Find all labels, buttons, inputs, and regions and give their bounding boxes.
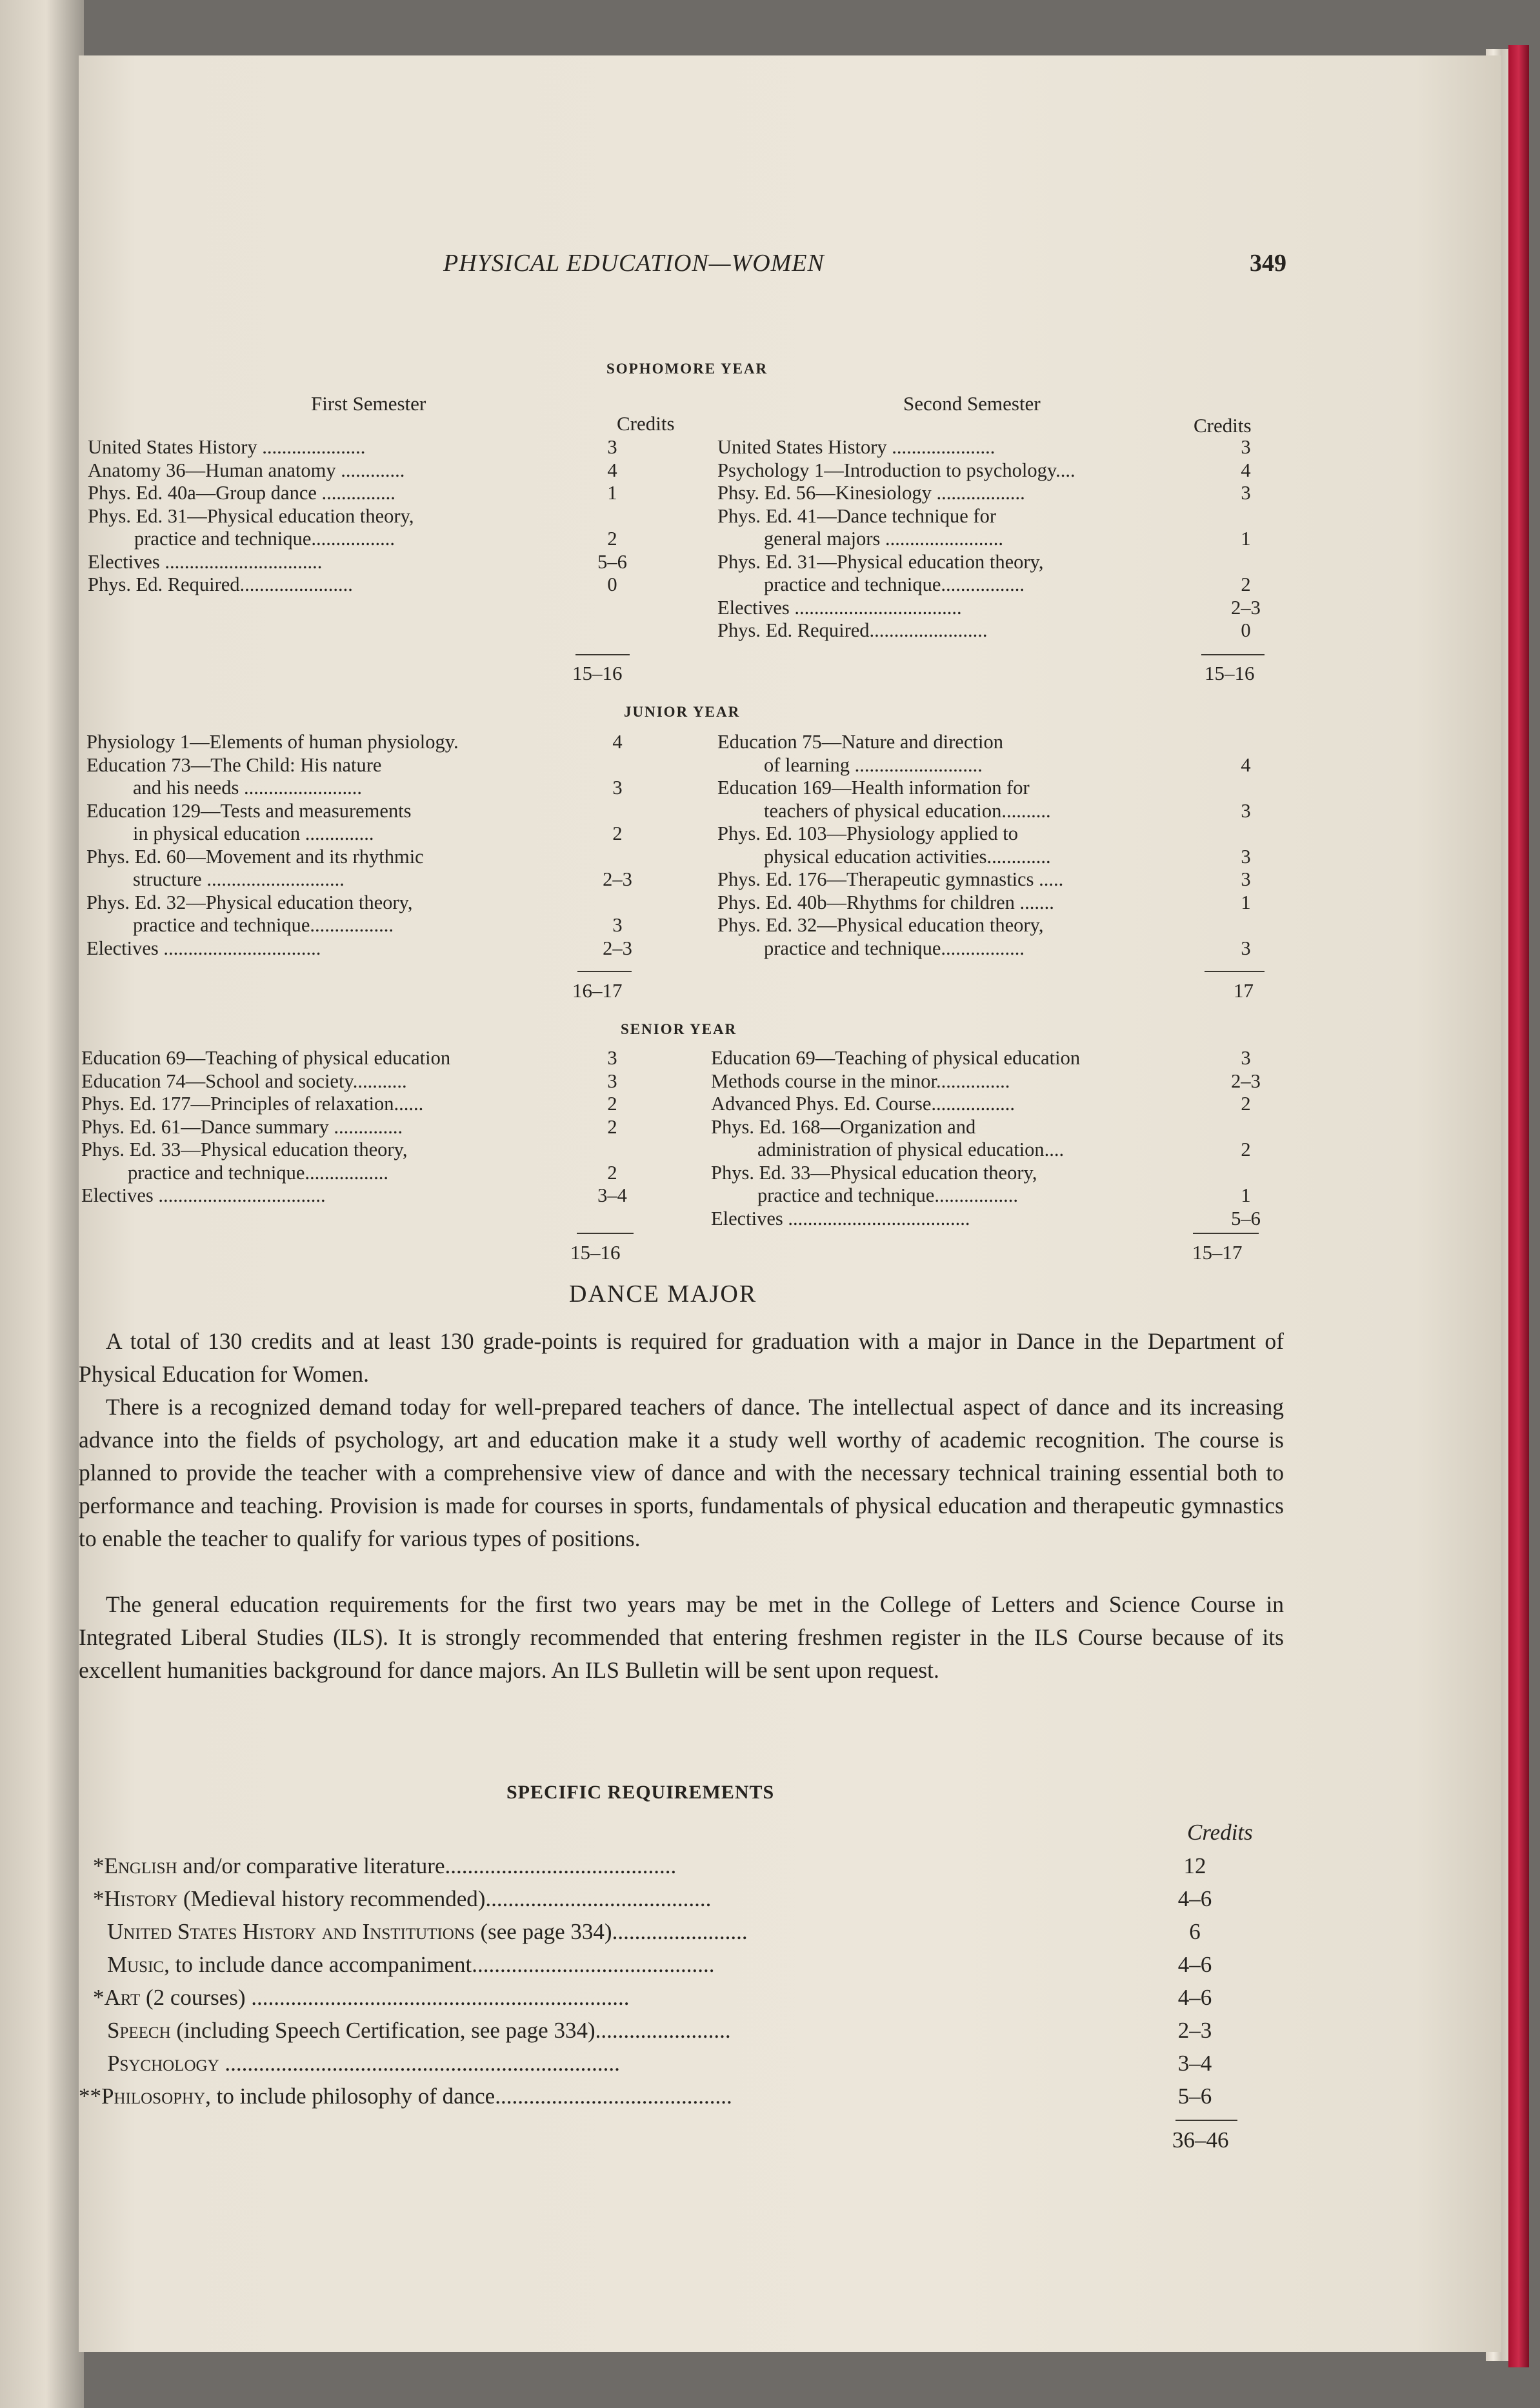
course-credits: 3	[607, 1047, 617, 1069]
course-row	[717, 868, 1265, 891]
course-title: practice and technique.................	[128, 1161, 388, 1184]
total-rule	[1175, 2120, 1237, 2121]
course-credits: 2–3	[1231, 596, 1261, 619]
course-row	[717, 914, 1265, 937]
requirement-marker: **	[79, 2084, 101, 2109]
course-credits: 1	[1241, 528, 1251, 550]
course-title: Phys. Ed. 103—Physiology applied to	[717, 822, 1018, 844]
requirement-detail: and/or comparative literature.........................................	[177, 1853, 677, 1878]
course-row	[81, 1162, 631, 1185]
course-title: administration of physical education....	[757, 1139, 1065, 1160]
requirement-subject: Psychology	[107, 2051, 219, 2076]
course-credits: 2	[1241, 1139, 1251, 1160]
course-title: physical education activities.............	[764, 845, 1051, 868]
running-header: PHYSICAL EDUCATION—WOMEN	[443, 250, 825, 277]
course-title: Anatomy 36—Human anatomy .............	[88, 459, 405, 481]
course-credits: 4	[607, 459, 617, 481]
course-credits: 2	[612, 822, 623, 844]
section-title-dance-major: DANCE MAJOR	[569, 1280, 757, 1308]
course-title: Phys. Ed. Required........................	[717, 619, 988, 641]
course-credits: 2	[1241, 1093, 1251, 1115]
course-row	[88, 482, 631, 505]
course-row	[717, 551, 1265, 574]
course-title: Phys. Ed. 40a—Group dance ...............	[88, 482, 395, 504]
course-row	[81, 1093, 631, 1116]
year-heading-senior: SENIOR YEAR	[621, 1021, 737, 1037]
requirement-subject: Philosophy	[101, 2084, 206, 2109]
requirement-credits: 5–6	[1177, 2084, 1212, 2109]
total-sophomore-second: 15–16	[1205, 662, 1255, 684]
course-row	[88, 436, 631, 459]
sophomore-first-semester-list	[88, 436, 631, 597]
book-cover-edge	[1508, 45, 1529, 2367]
course-row	[81, 1139, 631, 1162]
course-credits: 3	[1241, 799, 1251, 822]
course-title: Education 73—The Child: His nature	[86, 753, 382, 776]
requirement-credits: 12	[1183, 1853, 1206, 1878]
requirement-detail: , to include dance accompaniment...........................................	[164, 1952, 715, 1977]
course-title: Physiology 1—Elements of human physiology.	[86, 731, 459, 753]
requirement-credits: 4–6	[1177, 1952, 1212, 1977]
course-row	[711, 1116, 1265, 1139]
paragraph-demand-for-teachers: There is a recognized demand today for well-prepared teachers of dance. The intellectual aspect of dance and its increasing advance into the fields of psychology, art and education make it a study well worthy of academic recognition. The course is planned to provide the teacher with a comprehensive view of dance and with the necessary technical training essential both to performance and teaching. Provision is made for courses in sports, fundamentals of physical education and therapeutic gymnastics to enable the teacher to qualify for various types of positions.	[79, 1394, 1284, 1551]
course-title: United States History .....................	[717, 436, 995, 458]
course-title: of learning ..........................	[764, 753, 983, 776]
semester-heading-first: First Semester	[311, 392, 426, 415]
junior-second-semester-list	[717, 731, 1265, 960]
total-rule	[1193, 1233, 1259, 1234]
requirement-detail: ......................................................................	[219, 2051, 620, 2076]
course-title: practice and technique.................	[134, 528, 395, 550]
course-title: Electives ..................................	[717, 596, 962, 619]
course-title: in physical education ..............	[133, 822, 374, 844]
course-row	[711, 1184, 1265, 1208]
course-credits: 2	[607, 528, 617, 550]
specific-requirements-list	[79, 1850, 1285, 2114]
course-credits: 0	[607, 573, 617, 595]
course-title: Phys. Ed. 40b—Rhythms for children .......	[717, 891, 1054, 913]
total-sophomore-first: 15–16	[572, 662, 623, 684]
course-title: Phys. Ed. 32—Physical education theory,	[86, 891, 413, 913]
requirement-row	[79, 2047, 1212, 2080]
course-row	[86, 891, 636, 915]
course-title: Phys. Ed. 41—Dance technique for	[717, 504, 996, 527]
course-row	[81, 1116, 631, 1139]
course-title: Phys. Ed. 177—Principles of relaxation......	[81, 1093, 424, 1115]
course-title: Education 74—School and society...........	[81, 1070, 407, 1092]
course-row	[717, 482, 1265, 505]
credits-heading-first: Credits	[617, 412, 675, 435]
course-credits: 5–6	[1231, 1207, 1261, 1229]
total-junior-first: 16–17	[572, 979, 623, 1002]
total-specific-requirements: 36–46	[1172, 2127, 1229, 2153]
course-row	[86, 914, 636, 937]
course-title: teachers of physical education..........	[764, 799, 1051, 822]
year-heading-sophomore: SOPHOMORE YEAR	[606, 361, 768, 377]
course-row	[81, 1184, 631, 1208]
course-credits: 1	[1241, 891, 1251, 913]
requirement-subject: Speech	[107, 2018, 171, 2043]
requirement-row	[79, 1949, 1212, 1981]
course-title: Electives ................................	[86, 937, 321, 959]
total-rule	[577, 971, 632, 972]
course-credits: 3	[1241, 1047, 1251, 1069]
facing-page-edge	[0, 0, 84, 2408]
course-row	[88, 528, 631, 551]
course-row	[717, 459, 1265, 483]
course-title: Phys. Ed. Required.......................	[88, 573, 353, 595]
course-title: structure ............................	[133, 868, 345, 890]
sophomore-second-semester-list	[717, 436, 1265, 642]
course-credits: 3	[607, 436, 617, 458]
paragraph-general-education: The general education requirements for the first two years may be met in the College of Letters and Science Course in Integrated Liberal Studies (ILS). It is strongly recommended that entering freshmen register in the ILS Course because of its excellent humanities background for dance majors. An ILS Bulletin will be sent upon request.	[79, 1591, 1284, 1683]
course-credits: 4	[1241, 459, 1251, 481]
requirement-detail: (2 courses) ...................................................................	[140, 1985, 630, 2010]
course-row	[711, 1162, 1265, 1185]
course-credits: 2–3	[603, 868, 632, 890]
course-title: Phsy. Ed. 56—Kinesiology ..................	[717, 482, 1025, 504]
requirement-subject: United States History and Institutions	[107, 1919, 475, 1944]
course-row	[711, 1139, 1265, 1162]
credits-heading-specific: Credits	[1187, 1820, 1253, 1845]
requirement-credits: 2–3	[1177, 2018, 1212, 2043]
requirement-detail: (Medieval history recommended)........................................	[177, 1886, 712, 1911]
course-row	[86, 822, 636, 846]
course-title: Electives .....................................	[711, 1207, 970, 1229]
course-title: Education 69—Teaching of physical education	[81, 1047, 451, 1069]
course-credits: 0	[1241, 619, 1251, 641]
course-credits: 2–3	[1231, 1070, 1261, 1092]
course-title: practice and technique.................	[133, 914, 394, 936]
course-row	[86, 800, 636, 823]
course-title: general majors ........................	[764, 528, 1004, 550]
requirement-row	[79, 2080, 1212, 2113]
course-credits: 3	[1241, 436, 1251, 458]
course-credits: 5–6	[597, 550, 627, 573]
course-title: Phys. Ed. 31—Physical education theory,	[88, 504, 414, 527]
requirement-subject: Art	[104, 1985, 141, 2010]
course-row	[711, 1093, 1265, 1116]
course-row	[717, 731, 1265, 754]
course-row	[717, 505, 1265, 528]
course-row	[717, 822, 1265, 846]
course-title: Phys. Ed. 168—Organization and	[711, 1115, 976, 1138]
subheading-specific-requirements: SPECIFIC REQUIREMENTS	[506, 1782, 775, 1803]
course-title: and his needs ........................	[133, 777, 362, 799]
year-heading-junior: JUNIOR YEAR	[624, 704, 741, 720]
course-title: Education 129—Tests and measurements	[86, 799, 412, 822]
junior-first-semester-list	[86, 731, 636, 960]
requirement-subject: History	[104, 1886, 178, 1911]
course-row	[717, 436, 1265, 459]
semester-heading-second: Second Semester	[903, 392, 1041, 415]
requirement-credits: 6	[1189, 1919, 1201, 1944]
course-title: Methods course in the minor...............	[711, 1070, 1010, 1092]
course-row	[86, 937, 636, 960]
course-title: Education 69—Teaching of physical education	[711, 1047, 1081, 1069]
course-title: Phys. Ed. 176—Therapeutic gymnastics .....	[717, 868, 1064, 890]
course-credits: 2	[607, 1093, 617, 1115]
course-row	[717, 597, 1265, 620]
course-row	[86, 731, 636, 754]
requirement-marker: *	[93, 1886, 105, 1911]
requirement-subject: Music	[107, 1952, 165, 1977]
course-credits: 4	[1241, 753, 1251, 776]
course-title: Advanced Phys. Ed. Course.................	[711, 1093, 1015, 1115]
course-row	[86, 868, 636, 891]
course-row	[717, 937, 1265, 960]
course-credits: 2–3	[603, 937, 632, 959]
total-rule	[577, 1233, 634, 1234]
paragraph-graduation-requirement: A total of 130 credits and at least 130 grade-points is required for graduation with a major in Dance in the Department of Physical Education for Women.	[79, 1328, 1284, 1387]
course-row	[717, 800, 1265, 823]
course-row	[711, 1208, 1265, 1231]
course-title: Electives ..................................	[81, 1184, 326, 1206]
course-title: Phys. Ed. 61—Dance summary ..............	[81, 1115, 403, 1138]
course-row	[88, 459, 631, 483]
course-credits: 3	[1241, 868, 1251, 890]
course-credits: 3	[612, 914, 623, 936]
total-junior-second: 17	[1234, 979, 1254, 1002]
senior-second-semester-list	[711, 1047, 1265, 1230]
course-credits: 3	[1241, 937, 1251, 959]
course-row	[86, 754, 636, 777]
course-row	[717, 891, 1265, 915]
total-rule	[575, 654, 630, 655]
credits-heading-second: Credits	[1194, 414, 1252, 437]
course-title: Phys. Ed. 33—Physical education theory,	[81, 1139, 408, 1160]
course-row	[711, 1070, 1265, 1093]
course-row	[88, 505, 631, 528]
requirement-marker: *	[93, 1853, 105, 1878]
senior-first-semester-list	[81, 1047, 631, 1208]
course-title: Education 169—Health information for	[717, 777, 1030, 799]
course-credits: 3	[607, 1070, 617, 1092]
course-credits: 4	[612, 731, 623, 753]
course-title: Electives ................................	[88, 550, 323, 573]
course-credits: 3	[1241, 845, 1251, 868]
course-row	[88, 551, 631, 574]
course-title: Psychology 1—Introduction to psychology....	[717, 459, 1075, 481]
course-title: Phys. Ed. 31—Physical education theory,	[717, 550, 1044, 573]
requirement-row	[79, 1850, 1206, 1882]
total-senior-second: 15–17	[1192, 1241, 1243, 1264]
course-row	[88, 573, 631, 597]
requirement-row	[79, 1916, 1201, 1948]
book-page	[79, 55, 1501, 2352]
course-title: practice and technique.................	[764, 573, 1025, 595]
course-row	[86, 846, 636, 869]
course-credits: 1	[1241, 1184, 1251, 1206]
course-credits: 2	[1241, 573, 1251, 595]
course-credits: 1	[607, 482, 617, 504]
course-credits: 3–4	[597, 1184, 627, 1206]
requirement-row	[79, 1883, 1212, 1915]
course-title: Phys. Ed. 32—Physical education theory,	[717, 914, 1044, 936]
course-title: practice and technique.................	[764, 937, 1025, 959]
course-row	[711, 1047, 1265, 1070]
course-title: United States History .....................	[88, 436, 366, 458]
requirement-credits: 4–6	[1177, 1886, 1212, 1911]
course-title: Phys. Ed. 60—Movement and its rhythmic	[86, 845, 424, 868]
course-row	[717, 573, 1265, 597]
course-row	[81, 1070, 631, 1093]
course-row	[81, 1047, 631, 1070]
total-senior-first: 15–16	[570, 1241, 621, 1264]
course-title: Phys. Ed. 33—Physical education theory,	[711, 1161, 1037, 1184]
requirement-row	[79, 2015, 1212, 2047]
course-row	[717, 528, 1265, 551]
course-credits: 2	[607, 1115, 617, 1138]
course-row	[717, 619, 1265, 642]
course-credits: 3	[1241, 482, 1251, 504]
course-title: Education 75—Nature and direction	[717, 731, 1003, 753]
requirement-marker: *	[93, 1985, 105, 2010]
requirement-row	[79, 1982, 1212, 2014]
course-title: practice and technique.................	[757, 1184, 1018, 1206]
requirement-subject: English	[104, 1853, 177, 1878]
course-credits: 3	[612, 777, 623, 799]
course-row	[717, 754, 1265, 777]
page-number: 349	[1250, 250, 1286, 277]
total-rule	[1201, 654, 1265, 655]
course-row	[717, 846, 1265, 869]
course-row	[717, 777, 1265, 800]
requirement-detail: (including Speech Certification, see page 334)........................	[170, 2018, 731, 2043]
requirement-detail: , to include philosophy of dance..........................................	[205, 2084, 732, 2109]
requirement-credits: 3–4	[1177, 2051, 1212, 2076]
requirement-detail: (see page 334)........................	[474, 1919, 748, 1944]
requirement-credits: 4–6	[1177, 1985, 1212, 2010]
course-row	[86, 777, 636, 800]
total-rule	[1205, 971, 1265, 972]
course-credits: 2	[607, 1161, 617, 1184]
